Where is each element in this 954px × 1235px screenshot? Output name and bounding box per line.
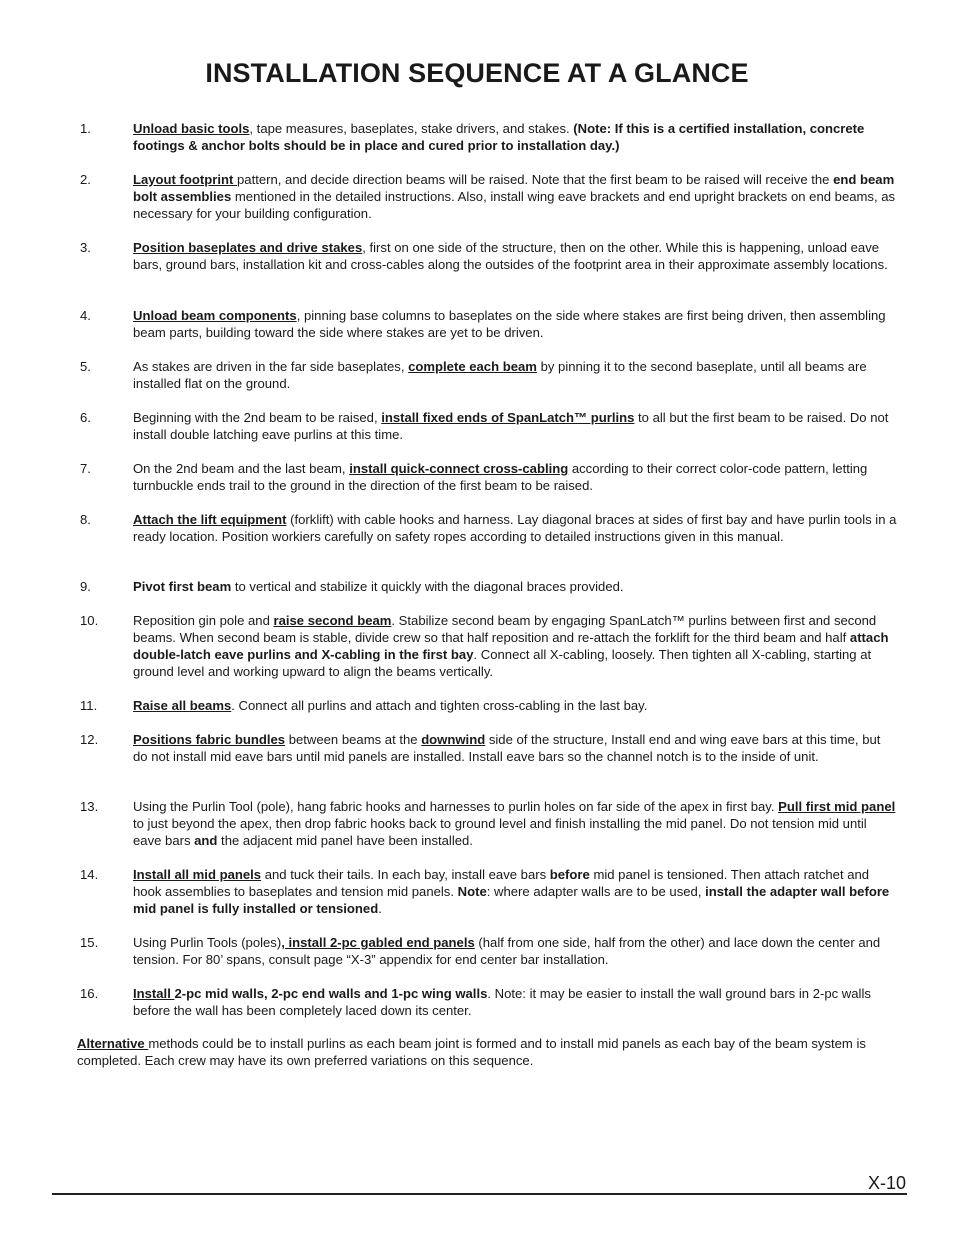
text-run: to all but the first beam to be raised. Do not install double latching eave purlins at this time. xyxy=(133,410,889,442)
text-run: , first on one side of the structure, then on the other. While this is happening, unload eave bars, ground bars, installation kit and cross-cables along the outsides of the footprint area in their approximate assembly locations. xyxy=(133,240,888,272)
emphasis-underlined: Raise all beams xyxy=(133,698,232,713)
step-text xyxy=(133,460,898,494)
step-number: 13. xyxy=(80,799,99,814)
emphasis-underlined: install fixed ends of SpanLatch™ purlins xyxy=(381,410,635,425)
emphasis-bold: Note xyxy=(457,884,487,899)
emphasis-bold: Pivot first beam xyxy=(133,579,232,594)
step-text xyxy=(133,578,898,595)
emphasis-bold: install the adapter wall before mid panel is fully installed or tensioned xyxy=(133,884,890,916)
step-number: 1. xyxy=(80,121,91,136)
page-title: INSTALLATION SEQUENCE AT A GLANCE xyxy=(205,58,749,88)
step-number: 11. xyxy=(80,698,98,713)
text-run: On the 2nd beam and the last beam, xyxy=(133,461,350,476)
emphasis-underlined: Pull first mid panel xyxy=(778,799,896,814)
text-run: . Note: it may be easier to install the wall ground bars in 2-pc walls before the wall has been completely laced down its center. xyxy=(133,986,871,1018)
step-number: 4. xyxy=(80,308,91,323)
text-run: . Connect all purlins and attach and tighten cross-cabling in the last bay. xyxy=(231,698,648,713)
emphasis-underlined: complete each beam xyxy=(408,359,537,374)
step-number: 5. xyxy=(80,359,91,374)
step-number: 2. xyxy=(80,172,91,187)
step-number: 8. xyxy=(80,512,91,527)
alternative-lead: Alternative xyxy=(77,1036,149,1051)
step-text xyxy=(133,985,898,1019)
emphasis-underlined: downwind xyxy=(421,732,486,747)
text-run: Beginning with the 2nd beam to be raised, xyxy=(133,410,382,425)
emphasis-underlined: Unload beam components xyxy=(133,308,297,323)
alternative-text: methods could be to install purlins as each beam joint is formed and to install mid panels as each bay of the beam system is completed. Each crew may have its own preferred variations on this sequence. xyxy=(77,1036,866,1068)
text-run: to vertical and stabilize it quickly with the diagonal braces provided. xyxy=(231,579,624,594)
page-number: X-10 xyxy=(867,1173,906,1193)
emphasis-underlined: raise second beam xyxy=(273,613,392,628)
step-number: 14. xyxy=(80,867,99,882)
step-number: 9. xyxy=(80,579,91,594)
emphasis-bold: before xyxy=(549,867,590,882)
step-text xyxy=(133,612,898,680)
text-run: side of the structure, Install end and wing eave bars at this time, but do not install mid eave bars until mid panels are installed. Install eave bars so the channel notch is to the inside of unit. xyxy=(133,732,881,764)
step-text xyxy=(133,120,898,154)
alternative-note xyxy=(77,1035,889,1069)
step-number: 10. xyxy=(80,613,99,628)
emphasis-underlined: Positions fabric bundles xyxy=(133,732,286,747)
text-run: between beams at the xyxy=(285,732,422,747)
text-run: (forklift) with cable hooks and harness. Lay diagonal braces at sides of first bay and have purlin tools in a ready location. Position workiers carefully on safety ropes according to detailed instructions given in this manual. xyxy=(133,512,897,544)
text-run: : where adapter walls are to be used, xyxy=(486,884,706,899)
emphasis-underlined: Position baseplates and drive stakes xyxy=(133,240,363,255)
emphasis-underlined: Unload basic tools xyxy=(133,121,250,136)
text-run: mentioned in the detailed instructions. Also, install wing eave brackets and end upright brackets on end beams, as necessary for your building configuration. xyxy=(133,189,896,221)
step-number: 15. xyxy=(80,935,99,950)
step-text xyxy=(133,798,898,849)
text-run: , tape measures, baseplates, stake drivers, and stakes. xyxy=(249,121,574,136)
text-run: to just beyond the apex, then drop fabric hooks back to ground level and finish installing the mid panel. Do not tension mid until eave bars xyxy=(133,816,867,848)
step-number: 16. xyxy=(80,986,99,1001)
emphasis-underlined: Attach the lift equipment xyxy=(133,512,287,527)
emphasis-underlined: Layout footprint xyxy=(133,172,238,187)
step-number: 6. xyxy=(80,410,91,425)
emphasis-underlined: Install xyxy=(133,986,175,1001)
text-run: , pinning base columns to baseplates on the side where stakes are first being driven, then assembling beam parts, building toward the side where stakes are yet to be driven. xyxy=(133,308,886,340)
step-text xyxy=(133,239,898,273)
step-text xyxy=(133,934,898,968)
step-text xyxy=(133,866,898,917)
emphasis-underlined: Install all mid panels xyxy=(133,867,262,882)
text-run: . Stabilize second beam by engaging SpanLatch™ purlins between first and second beams. When second beam is stable, divide crew so that half reposition and re-attach the forklift for the third beam and half xyxy=(133,613,877,645)
emphasis-bold: 2-pc mid walls, 2-pc end walls and 1-pc wing walls xyxy=(174,986,488,1001)
emphasis-bold: end beam bolt assemblies xyxy=(133,172,895,204)
emphasis-underlined: install quick-connect cross-cabling xyxy=(349,461,569,476)
step-text xyxy=(133,697,898,714)
text-run: by pinning it to the second baseplate, until all beams are installed flat on the ground. xyxy=(133,359,867,391)
text-run: pattern, and decide direction beams will be raised. Note that the first beam to be raised will receive the xyxy=(237,172,834,187)
text-run: mid panel is tensioned. Then attach ratchet and hook assemblies to baseplates and tension mid panels. xyxy=(133,867,870,899)
step-text xyxy=(133,358,898,392)
step-text xyxy=(133,171,898,222)
step-text xyxy=(133,409,898,443)
emphasis-bold: attach double-latch eave purlins and X-cabling in the first bay xyxy=(133,630,889,662)
text-run: the adjacent mid panel have been installed. xyxy=(217,833,473,848)
text-run: Using Purlin Tools (poles) xyxy=(133,935,282,950)
text-run: As stakes are driven in the far side baseplates, xyxy=(133,359,409,374)
step-text xyxy=(133,307,898,341)
step-number: 3. xyxy=(80,240,91,255)
text-run: . xyxy=(378,901,382,916)
emphasis-bold: (Note: If this is a certified installation, concrete footings & anchor bolts should be in place and cured prior to installation day.) xyxy=(133,121,865,153)
text-run: (half from one side, half from the other) and lace down the center and tension. For 80’ spans, consult page “X-3” appendix for end center bar installation. xyxy=(133,935,881,967)
text-run: according to their correct color-code pattern, letting turnbuckle ends trail to the ground in the direction of the first beam to be raised. xyxy=(133,461,868,493)
text-run: Reposition gin pole and xyxy=(133,613,274,628)
text-run: . Connect all X-cabling, loosely. Then tighten all X-cabling, starting at ground level and working upward to align the beams vertically. xyxy=(133,647,872,679)
step-text xyxy=(133,511,898,545)
step-text xyxy=(133,731,898,765)
step-number: 7. xyxy=(80,461,91,476)
text-run: and tuck their tails. In each bay, install eave bars xyxy=(261,867,550,882)
step-number: 12. xyxy=(80,732,99,747)
emphasis-bold: and xyxy=(194,833,218,848)
emphasis-underlined: , install 2-pc gabled end panels xyxy=(281,935,475,950)
text-run: Using the Purlin Tool (pole), hang fabric hooks and harnesses to purlin holes on far side of the apex in first bay. xyxy=(133,799,779,814)
footer-rule xyxy=(52,1193,907,1195)
